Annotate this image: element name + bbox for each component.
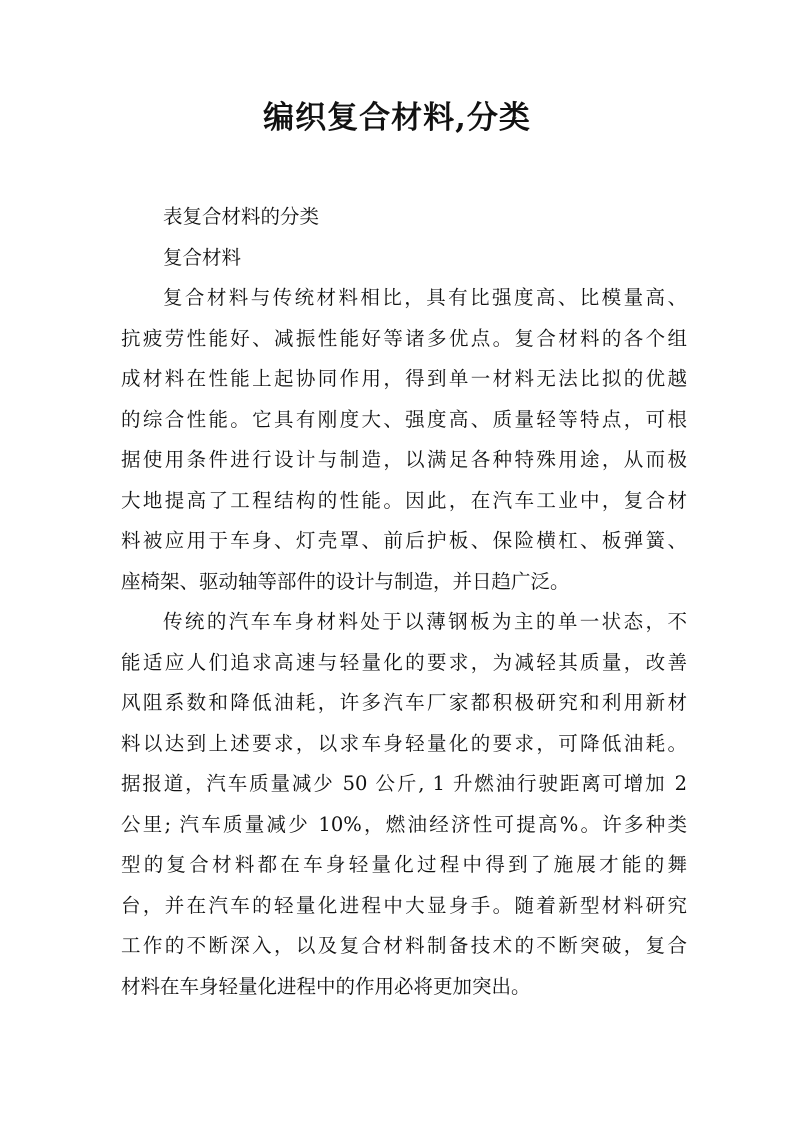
paragraph-section-heading [121, 238, 687, 279]
text-line: 料以达到上述要求，以求车身轻量化的要求，可降低油耗。 [121, 731, 687, 755]
paragraph-advantages [121, 278, 687, 602]
text-line: 成材料在性能上起协同作用，得到单一材料无法比拟的优越 [121, 367, 687, 390]
text-line: 台，并在汽车的轻量化进程中大显身手。随着新型材料研究 [121, 893, 687, 917]
text-line: 复合材料 [163, 245, 242, 269]
text-line: 抗疲劳性能好、减振性能好等诸多优点。复合材料的各个组 [121, 326, 687, 350]
text-line: 表复合材料的分类 [163, 205, 320, 228]
text-line: 据报道，汽车质量减少 50 公斤, 1 升燃油行驶距离可增加 2 [121, 772, 687, 795]
text-line: 能适应人们追求高速与轻量化的要求，为减轻其质量，改善 [121, 650, 687, 674]
text-line: 型的复合材料都在车身轻量化过程中得到了施展才能的舞 [121, 853, 687, 876]
text-line: 工作的不断深入，以及复合材料制备技术的不断突破，复合 [121, 934, 687, 957]
text-line: 大地提高了工程结构的性能。因此，在汽车工业中，复合材 [121, 488, 687, 512]
text-line: 复合材料与传统材料相比，具有比强度高、比模量高、 [163, 286, 687, 309]
text-line: 公里; 汽车质量减少 10%，燃油经济性可提高%。许多种类 [121, 812, 687, 836]
text-line: 座椅架、驱动轴等部件的设计与制造，并日趋广泛。 [121, 569, 570, 593]
paragraph-lightweighting [121, 602, 687, 1007]
text-line: 据使用条件进行设计与制造，以满足各种特殊用途，从而极 [121, 448, 687, 471]
text-line: 传统的汽车车身材料处于以薄钢板为主的单一状态，不 [163, 610, 687, 633]
document-body [121, 197, 687, 1007]
text-line: 风阻系数和降低油耗，许多汽车厂家都积极研究和利用新材 [121, 691, 687, 714]
text-line: 料被应用于车身、灯壳罩、前后护板、保险横杠、板弹簧、 [121, 529, 687, 552]
document-title: 编织复合材料,分类 [263, 100, 531, 136]
paragraph-table-caption [121, 197, 687, 238]
text-line: 的综合性能。它具有刚度大、强度高、质量轻等特点，可根 [121, 407, 687, 431]
text-line: 材料在车身轻量化进程中的作用必将更加突出。 [121, 974, 531, 998]
